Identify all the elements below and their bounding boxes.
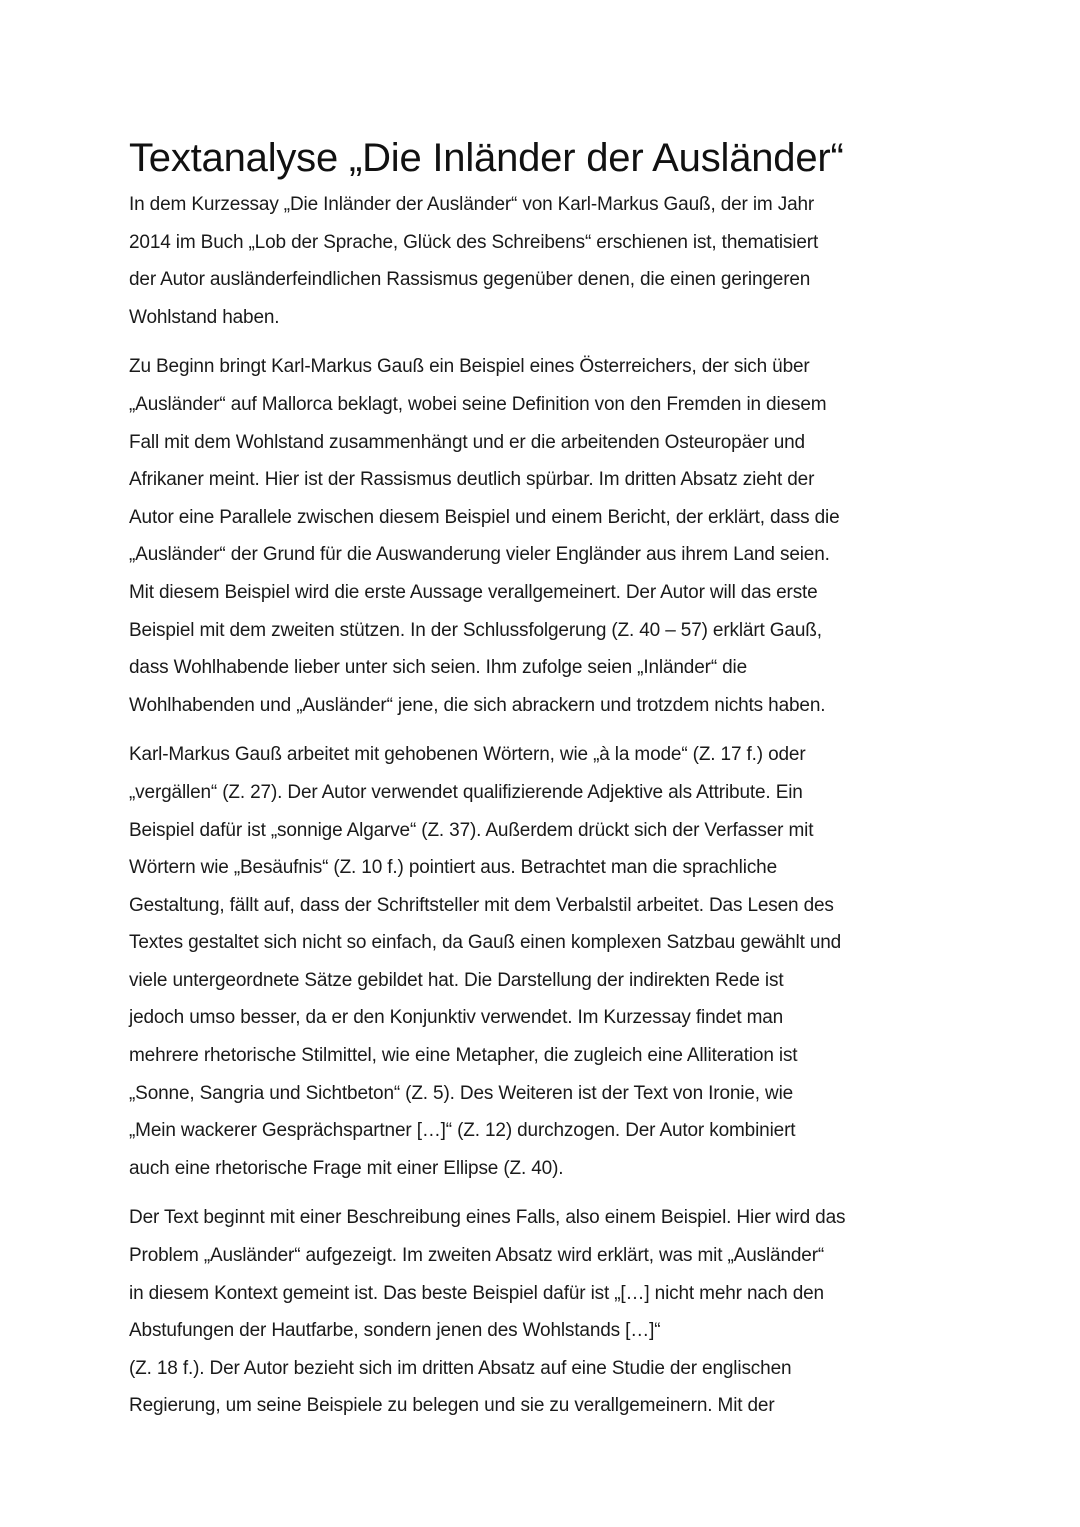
paragraph-structure bbox=[129, 1199, 959, 1425]
text-line: Problem „Ausländer“ aufgezeigt. Im zweiten Absatz wird erklärt, was mit „Ausländer“ bbox=[129, 1245, 825, 1267]
text-line: Regierung, um seine Beispiele zu belegen und sie zu verallgemeinern. Mit der bbox=[129, 1395, 775, 1417]
paragraph-language bbox=[129, 736, 959, 1187]
text-line: dass Wohlhabende lieber unter sich seien. Ihm zufolge seien „Inländer“ die bbox=[129, 657, 748, 679]
text-line: Textes gestaltet sich nicht so einfach, da Gauß einen komplexen Satzbau gewählt und bbox=[129, 932, 842, 954]
text-line: der Autor ausländerfeindlichen Rassismus gegenüber denen, die einen geringeren bbox=[129, 269, 811, 291]
text-line: Mit diesem Beispiel wird die erste Aussage verallgemeinert. Der Autor will das erste bbox=[129, 581, 818, 603]
document-body bbox=[129, 130, 959, 1437]
text-line: Beispiel dafür ist „sonnige Algarve“ (Z. 37). Außerdem drückt sich der Verfasser mit bbox=[129, 819, 814, 841]
text-line: Gestaltung, fällt auf, dass der Schriftsteller mit dem Verbalstil arbeitet. Das Lesen des bbox=[129, 894, 834, 916]
text-line: Afrikaner meint. Hier ist der Rassismus deutlich spürbar. Im dritten Absatz zieht der bbox=[129, 469, 815, 491]
text-line: In dem Kurzessay „Die Inländer der Ausländer“ von Karl-Markus Gauß, der im Jahr bbox=[129, 194, 815, 215]
text-line: in diesem Kontext gemeint ist. Das beste Beispiel dafür ist „[…] nicht mehr nach den bbox=[129, 1282, 824, 1304]
text-line: 2014 im Buch „Lob der Sprache, Glück des Schreibens“ erschienen ist, thematisiert bbox=[129, 231, 819, 253]
text-line: Wohlstand haben. bbox=[129, 306, 280, 328]
text-line: Karl-Markus Gauß arbeitet mit gehobenen Wörtern, wie „à la mode“ (Z. 17 f.) oder bbox=[129, 744, 806, 766]
text-line: Zu Beginn bringt Karl-Markus Gauß ein Beispiel eines Österreichers, der sich über bbox=[129, 356, 810, 378]
text-line: „Ausländer“ auf Mallorca beklagt, wobei seine Definition von den Fremden in diesem bbox=[129, 393, 827, 415]
text-line: Abstufungen der Hautfarbe, sondern jenen des Wohlstands […]“ bbox=[129, 1320, 661, 1342]
text-line: Fall mit dem Wohlstand zusammenhängt und er die arbeitenden Osteuropäer und bbox=[129, 431, 805, 453]
text-line: „vergällen“ (Z. 27). Der Autor verwendet qualifizierende Adjektive als Attribute. Ein bbox=[129, 781, 803, 803]
text-line: „Mein wackerer Gesprächspartner […]“ (Z. 12) durchzogen. Der Autor kombiniert bbox=[129, 1120, 796, 1142]
text-line: Der Text beginnt mit einer Beschreibung eines Falls, also einem Beispiel. Hier wird das bbox=[129, 1207, 846, 1229]
text-line: viele untergeordnete Sätze gebildet hat. Die Darstellung der indirekten Rede ist bbox=[129, 969, 784, 991]
text-line: auch eine rhetorische Frage mit einer Ellipse (Z. 40). bbox=[129, 1157, 564, 1179]
paragraph-intro bbox=[129, 186, 959, 336]
paragraph-content bbox=[129, 348, 959, 724]
text-line: „Ausländer“ der Grund für die Auswanderung vieler Engländer aus ihrem Land seien. bbox=[129, 544, 830, 566]
text-line: Beispiel mit dem zweiten stützen. In der Schlussfolgerung (Z. 40 – 57) erklärt Gauß, bbox=[129, 619, 822, 641]
text-line: „Sonne, Sangria und Sichtbeton“ (Z. 5). Des Weiteren ist der Text von Ironie, wie bbox=[129, 1082, 794, 1104]
text-line: (Z. 18 f.). Der Autor bezieht sich im dritten Absatz auf eine Studie der englischen bbox=[129, 1357, 792, 1379]
text-line: mehrere rhetorische Stilmittel, wie eine Metapher, die zugleich eine Alliteration ist bbox=[129, 1045, 798, 1067]
document-title: Textanalyse „Die Inländer der Ausländer“ bbox=[129, 136, 844, 180]
text-line: Wohlhabenden und „Ausländer“ jene, die sich abrackern und trotzdem nichts haben. bbox=[129, 694, 826, 716]
text-line: jedoch umso besser, da er den Konjunktiv verwendet. Im Kurzessay findet man bbox=[129, 1007, 784, 1029]
text-line: Wörtern wie „Besäufnis“ (Z. 10 f.) pointiert aus. Betrachtet man die sprachliche bbox=[129, 857, 777, 879]
text-line: Autor eine Parallele zwischen diesem Beispiel und einem Bericht, der erklärt, dass die bbox=[129, 506, 840, 528]
